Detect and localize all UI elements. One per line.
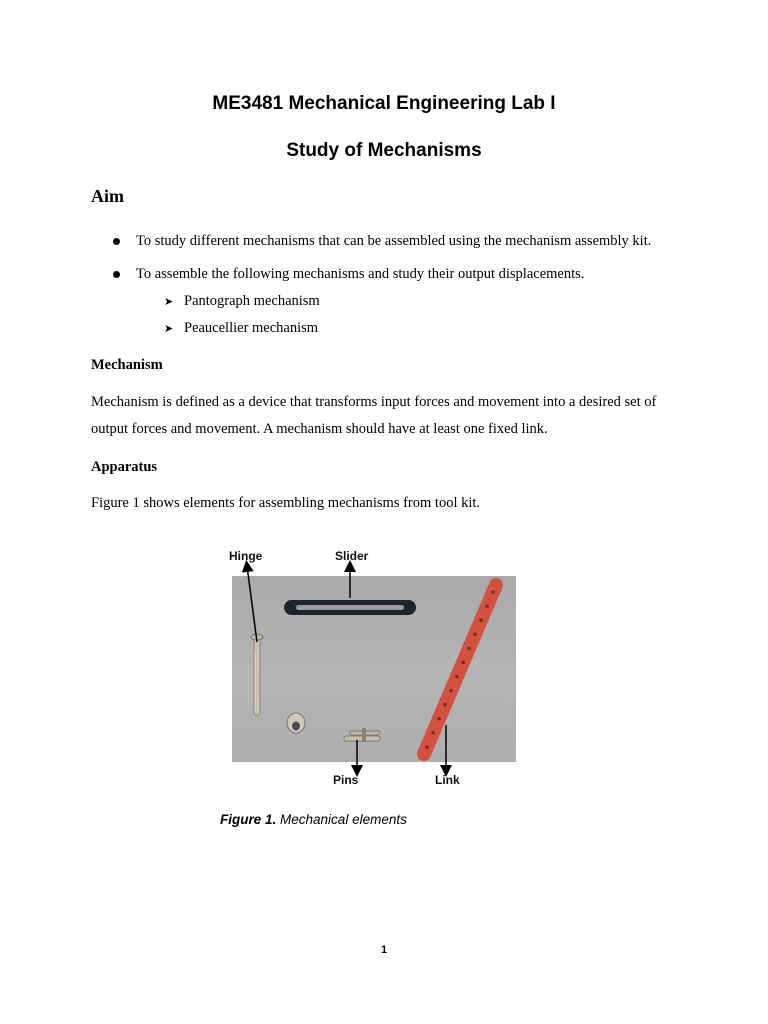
link-hole [461,661,465,665]
aim-sub-item-1 [164,293,320,310]
page-number: 1 [380,944,388,956]
bullet-dot-icon [113,271,120,278]
apparatus-paragraph: Figure 1 shows elements for assembling mechanisms from tool kit. [91,495,481,511]
aim-sub-item-2 [164,320,318,337]
figure-label-link: Link [435,773,460,787]
link-hole [479,618,483,622]
aim-bullet-text: To assemble the following mechanisms and study their output displacements. [136,266,585,282]
experiment-title: Study of Mechanisms [286,140,482,161]
link-hole [455,675,459,679]
apparatus-heading: Apparatus [91,459,158,475]
mechanism-heading: Mechanism [91,357,163,373]
slider-part [284,600,416,615]
mechanical-elements-photo [232,576,516,762]
mechanism-paragraph: Mechanism is defined as a device that transforms input forces and movement into a desired set of output forces and movement. A mechanism should have at least one fixed link. [91,394,657,437]
hinge-part [251,634,263,715]
figure-caption [220,812,407,827]
bullet-dot-icon [113,238,120,245]
link-hole [449,689,453,693]
link-hole [491,590,495,594]
figure-label-pins: Pins [333,773,359,787]
figure-caption-text: Mechanical elements [280,812,407,827]
sub-item-text: Peaucellier mechanism [184,320,319,336]
aim-bullet-text: To study different mechanisms that can be assembled using the mechanism assembly kit. [136,233,652,249]
link-hole [425,745,429,749]
link-hole [467,647,471,651]
link-hole [431,731,435,735]
bushing-part [287,713,305,733]
link-hole [437,717,441,721]
link-hole [443,703,447,707]
course-title: ME3481 Mechanical Engineering Lab I [212,93,556,114]
sub-item-text: Pantograph mechanism [184,293,320,309]
mechanical-elements-drawing [232,576,516,762]
link-hole [485,604,489,608]
figure-label-slider: Slider [335,549,369,563]
link-hole [473,632,477,636]
arrow-bullet-icon: ➤ [164,296,174,308]
link-part [424,585,496,754]
figure-label-hinge: Hinge [229,549,263,563]
aim-heading: Aim [91,186,124,206]
arrow-bullet-icon: ➤ [164,323,174,335]
figure-caption-number: Figure 1. [220,812,277,827]
pins-part [344,728,380,742]
